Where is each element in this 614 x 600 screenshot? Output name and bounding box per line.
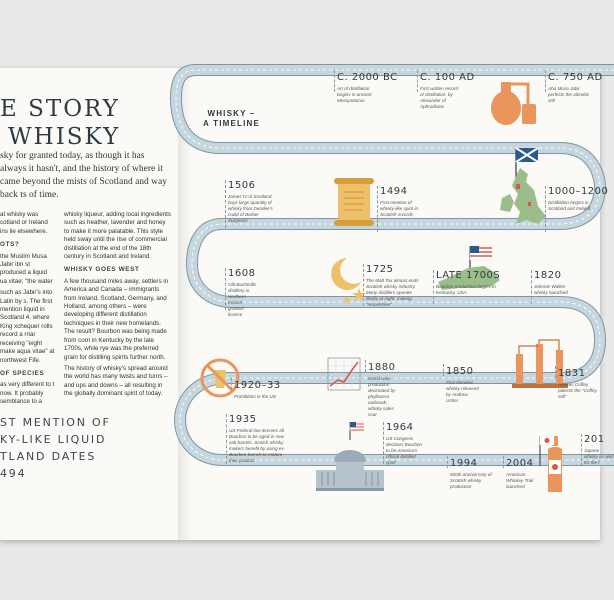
event-description: Bourbon production begins in Kentucky, USA (436, 284, 496, 295)
event-description: Prohibition in the US (234, 394, 276, 399)
event-connector (231, 378, 232, 390)
prohibition-icon (202, 360, 238, 396)
capitol-building-icon (316, 422, 384, 491)
timeline-event (228, 180, 276, 224)
timeline-event (337, 72, 398, 104)
event-connector (365, 360, 366, 372)
event-year: 1964 (386, 422, 414, 433)
pull-quote-line-4: 494 (0, 467, 27, 480)
col1-paragraph-4: as very different to t now. It probably semblance to a (0, 381, 55, 406)
copper-still-icon (491, 82, 536, 125)
event-year: 1506 (228, 180, 256, 191)
event-year: 1920–33 (234, 380, 281, 391)
event-connector (334, 70, 335, 92)
event-description: US Congress declares Bourbon to be America's official distilled spirit (386, 436, 423, 465)
event-connector (443, 364, 444, 376)
pull-quote-line-1: ST MENTION OF (0, 416, 111, 429)
event-description: Japane whisky as worl for the f (584, 448, 614, 465)
event-description: First written record of distillation, by Alexander of Aphrodisias (420, 86, 459, 109)
event-description: American Whiskey Trail launched (506, 472, 534, 489)
col1-paragraph-1: at whisky was cotland or Ireland ins lie elsewhere. (0, 211, 48, 235)
sales-graph-icon (328, 358, 360, 390)
event-connector (363, 264, 364, 306)
event-connector (555, 366, 556, 378)
event-description: World wine production decimated by phylloxera outbreak; whisky sales soar (368, 376, 396, 417)
timeline-event (368, 362, 402, 418)
timeline-event (420, 72, 475, 110)
event-description: James IV of Scotland buys large quantity of whisky from Dundee's Guild of Barber Surgeons (228, 194, 273, 223)
timeline-title-line1: WHISKY – (207, 109, 256, 118)
event-connector (581, 434, 582, 466)
col1-heading-1: OTS? (0, 241, 20, 249)
event-year: 1494 (380, 186, 408, 197)
col2-paragraph-2: A few thousand miles away, settlers in America and Canada – immigrants from Ireland, Scotland, Germany, and Holland, among others – were developing different distillation techniques in their new homelands. The result? Bourbon was being made from corn in Kentucky by the late 1700s, while rye was the preferred grain for distilling spirits further north. (64, 277, 169, 361)
event-connector (545, 70, 546, 92)
timeline-event (558, 368, 600, 400)
timeline-event (548, 186, 609, 212)
event-year: 201 (584, 434, 605, 445)
event-year: 1850 (446, 366, 474, 377)
timeline-event (446, 366, 480, 404)
event-description: Abu Musa Jabir perfects the alembic still (548, 86, 590, 103)
japanese-whisky-icon (540, 436, 562, 492)
event-year: C. 2000 BC (337, 72, 398, 83)
timeline-event (229, 414, 291, 464)
event-description: The Malt Tax almost ends Scottish whisky industry. Many distillers operate illicitly at night, making "moonshine" (366, 278, 419, 307)
timeline-title-line2: A TIMELINE (203, 119, 261, 128)
pull-quote-line-3: TLAND DATES (0, 450, 97, 463)
page-title-line2: WHISKY (8, 124, 121, 150)
uk-map-icon (500, 168, 546, 224)
event-connector (545, 186, 546, 232)
intro-text: sky for granted today, as though it has always it hasn't, and the history of where it came beyond the mists of Scotland and way back ts of time. (0, 151, 168, 200)
event-year: 1820 (534, 270, 562, 281)
event-description: 500th anniversary of Scottish whisky production (450, 472, 492, 489)
page-title-line1: E STORY (0, 96, 120, 122)
event-connector (383, 422, 384, 464)
event-connector (531, 270, 532, 304)
col2-paragraph-1: whisky liqueur, adding local ingredients such as heather, lavender and honey to make it more palatable. This style held sway until the rise of commercial distillation at the end of the 18th century in Scotland and Ireland. (64, 211, 171, 261)
event-description: US Federal law decrees all Bourbon to be aged in new oak barrels. Scotch whisky makers benefit by using ex-Bourbon barrels to mature their product (229, 428, 286, 463)
pull-quote-line-2: KY-LIKE LIQUID (0, 433, 107, 446)
col1-paragraph-2: the Muslim Musa Jabir ibn st produced a liquid ua vitae; "the water (0, 252, 53, 285)
event-year: 1725 (366, 264, 394, 275)
event-description: Aeneas Coffey patents the "Coffey still" (558, 382, 597, 399)
col1-paragraph-3: such as Jabir's into Latin by s. The first mention liquid in Scotland 4, where King xchequer rolls record a rriar receiving "eight make aqua vitae" at northwest Fife. (0, 289, 55, 364)
timeline-event (450, 458, 494, 490)
event-description: Distillation begins in Scotland and Ireland (548, 200, 591, 211)
event-year: 1994 (450, 458, 478, 469)
event-connector (417, 70, 418, 92)
event-year: 1608 (228, 268, 256, 279)
timeline-event (548, 72, 603, 104)
event-year: 1935 (229, 414, 257, 425)
event-connector (433, 270, 434, 304)
event-year: 1000–1200 (548, 186, 609, 197)
event-description: Old Bushmills distillery in Northern Ireland granted licence (228, 282, 257, 317)
timeline-event (234, 380, 281, 400)
timeline-event (436, 270, 501, 296)
timeline-event (584, 434, 614, 466)
timeline-event (380, 186, 420, 218)
event-year: C. 100 AD (420, 72, 475, 83)
timeline-event (366, 264, 420, 308)
event-connector (447, 456, 448, 468)
book-spread (0, 68, 614, 540)
scroll-icon (334, 178, 374, 226)
event-description: Art of distillation begins in ancient Mesopotamia (337, 86, 372, 103)
event-connector (226, 414, 227, 464)
event-year: 1831 (558, 368, 586, 379)
col2-paragraph-3: The history of whisky's spread around the world has many twists and turns – and ups and downs – all resulting in the globally dominant spirit of today. (64, 364, 168, 398)
col1-heading-2: OF SPECIES (0, 369, 45, 377)
event-connector (225, 268, 226, 310)
col2-heading-1: WHISKY GOES WEST (64, 266, 140, 274)
event-year: 2004 (506, 458, 534, 469)
event-year: 1880 (368, 362, 396, 373)
event-description: First blended whisky released by Andrew Usher (446, 380, 479, 403)
moon-stars-icon (331, 258, 366, 304)
timeline-event (228, 268, 258, 318)
timeline-event (386, 422, 422, 466)
event-description: First mention of whisky-like spirit in Scottish records (380, 200, 419, 217)
event-year: LATE 1700S (436, 270, 501, 281)
timeline-event (534, 270, 568, 296)
event-connector (503, 456, 504, 468)
event-connector (377, 186, 378, 232)
event-year: C. 750 AD (548, 72, 603, 83)
event-description: Johnnie Walker whisky launched (534, 284, 568, 295)
timeline-event (506, 458, 538, 490)
event-connector (225, 180, 226, 228)
